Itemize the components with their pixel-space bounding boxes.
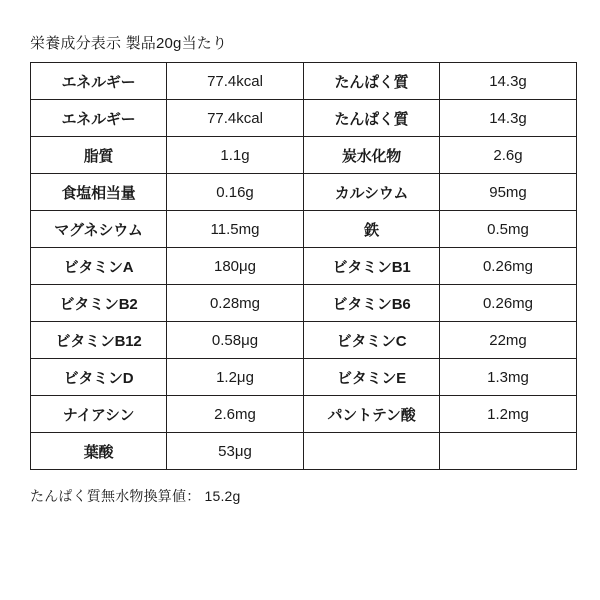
nutrition-table-body [31,63,577,470]
table-row [31,100,577,137]
nutrient-label: 脂質 [31,137,167,174]
nutrient-value: 1.3mg [440,359,577,396]
table-row [31,322,577,359]
nutrient-value: 0.26mg [440,285,577,322]
footnote-text: たんぱく質無水物換算値： 15.2g [30,488,241,504]
nutrient-label: ビタミンC [304,322,440,359]
nutrient-value: 0.5mg [440,211,577,248]
nutrient-label: ビタミンA [31,248,167,285]
nutrient-value: 0.16g [167,174,304,211]
nutrition-table [30,62,577,470]
nutrient-value: 0.28mg [167,285,304,322]
nutrient-label: 食塩相当量 [31,174,167,211]
nutrient-value: 14.3g [440,100,577,137]
nutrient-label: ビタミンB12 [31,322,167,359]
table-row [31,63,577,100]
nutrient-label-empty [304,433,440,470]
table-row [31,396,577,433]
nutrient-label: ビタミンB2 [31,285,167,322]
nutrient-value-empty [440,433,577,470]
nutrient-value: 95mg [440,174,577,211]
nutrient-value: 14.3g [440,63,577,100]
nutrient-value: 77.4kcal [167,100,304,137]
nutrient-label: たんぱく質 [304,63,440,100]
nutrient-label: パントテン酸 [304,396,440,433]
nutrient-label: ビタミンE [304,359,440,396]
nutrient-label: 鉄 [304,211,440,248]
nutrient-value: 2.6g [440,137,577,174]
nutrient-value: 22mg [440,322,577,359]
nutrient-value: 1.2mg [440,396,577,433]
nutrient-label: マグネシウム [31,211,167,248]
nutrient-value: 180μg [167,248,304,285]
nutrient-label: 葉酸 [31,433,167,470]
nutrient-value: 77.4kcal [167,63,304,100]
nutrient-value: 0.58μg [167,322,304,359]
nutrient-label: エネルギー [31,100,167,137]
nutrient-label: 炭水化物 [304,137,440,174]
nutrient-label: カルシウム [304,174,440,211]
nutrient-value: 1.1g [167,137,304,174]
table-row [31,359,577,396]
nutrient-label: エネルギー [31,63,167,100]
table-row [31,248,577,285]
nutrient-value: 53μg [167,433,304,470]
table-row [31,211,577,248]
nutrient-label: ビタミンB1 [304,248,440,285]
nutrient-value: 1.2μg [167,359,304,396]
table-row [31,433,577,470]
nutrient-label: ナイアシン [31,396,167,433]
nutrient-label: ビタミンD [31,359,167,396]
nutrient-value: 2.6mg [167,396,304,433]
nutrient-value: 0.26mg [440,248,577,285]
nutrient-value: 11.5mg [167,211,304,248]
table-row [31,137,577,174]
nutrient-label: ビタミンB6 [304,285,440,322]
nutrient-label: たんぱく質 [304,100,440,137]
page-title: 栄養成分表示 製品20g当たり [30,35,228,52]
table-row [31,285,577,322]
table-row [31,174,577,211]
